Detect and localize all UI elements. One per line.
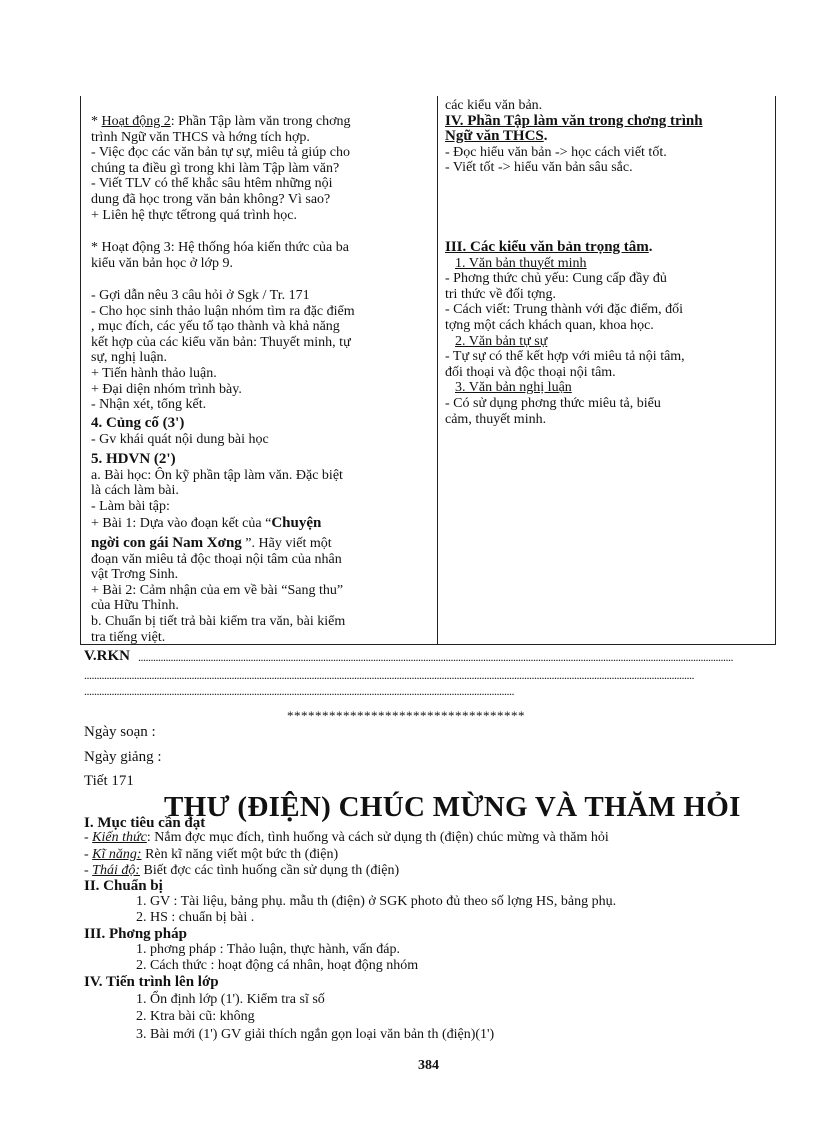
subsection-3-heading: 3. Văn bản nghị luận [455, 380, 572, 396]
text-line: b. Chuẩn bị tiết trả bài kiểm tra văn, bài kiểm [91, 613, 346, 629]
left-column-discussion [91, 288, 355, 413]
text-line: - Cho học sinh thảo luận nhóm tìm ra đặc điểm [91, 303, 355, 319]
text-line: tri thức về đối tợng. [445, 286, 557, 302]
text-line: đoạn văn miêu tả độc thoại nội tâm của nhân [91, 551, 342, 567]
text-line: sự, nghị luận. [91, 350, 168, 366]
story-title: Chuyện [271, 515, 322, 532]
section-procedure: IV. Tiến trình lên lớp [84, 974, 219, 990]
text: Biết đợc các tình huống cần sử dụng th (điện) [140, 863, 400, 878]
text-line: , mục đích, các yếu tố tạo thành và khả năng [91, 319, 340, 335]
procedure-1: 1. Ổn định lớp (1'). Kiểm tra sĩ số [136, 992, 325, 1007]
cung-co-heading: 4. Củng cố (3') [91, 415, 185, 431]
text-line: + Bài 2: Cảm nhận của em về bài “Sang thu” [91, 582, 344, 598]
star-separator: ********************************** [287, 708, 525, 723]
text-line: tra tiếng việt. [91, 629, 166, 645]
text-line: tợng một cách khách quan, khoa học. [445, 317, 654, 333]
ngay-soan: Ngày soạn : [84, 724, 156, 740]
rkn-dotted-line: .............................................................................................................................................................................................................................................. [138, 650, 733, 664]
section-preparation: II. Chuẩn bị [84, 878, 163, 894]
text: Rèn kĩ năng viết một bức th (điện) [141, 847, 339, 862]
objective-knowledge: - Kiến thức: Nắm đợc mục đích, tình huống và cách sử dụng th (điện) chúc mừng và thăm hỏi [84, 830, 609, 845]
rkn-label: V.RKN [84, 648, 130, 664]
text-line: là cách làm bài. [91, 483, 179, 499]
section-iv-heading: IV. Phần Tập làm văn trong chơng trình [445, 112, 703, 129]
hdvn-section [91, 452, 345, 645]
text-line: - Đọc hiểu văn bản -> học cách viết tốt. [445, 144, 667, 160]
section-methods: III. Phơng pháp [84, 926, 187, 942]
right-column-part-iv: các kiểu văn bản. IV. Phần Tập làm văn trong chơng trình Ngữ văn THCS. - Đọc hiểu văn bản -> học cách viết tốt. - Viết tốt -> hiểu văn bản sâu sắc. [445, 98, 703, 176]
text-line: dung đã học trong văn bản không? Vì sao? [91, 191, 331, 207]
text-line: của Hữu Thỉnh. [91, 598, 179, 614]
story-title: ngời con gái Nam Xơng [91, 534, 242, 551]
text-line: - Việc đọc các văn bản tự sự, miêu tả giúp cho [91, 145, 350, 161]
text-line: kiểu văn bản học ở lớp 9. [91, 255, 233, 271]
objective-skills: - Kĩ năng: Rèn kĩ năng viết một bức th (điện) [84, 847, 339, 862]
text-line: vật Trơng Sinh. [91, 567, 179, 583]
text-line: cảm, thuyết minh. [445, 411, 547, 427]
text-line: - Tự sự có thể kết hợp với miêu tả nội tâm, [445, 349, 685, 365]
exercise-1-line [91, 516, 345, 532]
text-line: - Viết tốt -> hiểu văn bản sâu sắc. [445, 160, 633, 176]
method-1: 1. phơng pháp : Thảo luận, thực hành, vấn đáp. [136, 942, 400, 957]
text-line: kết hợp của các kiểu văn bản: Thuyết minh, tự [91, 334, 351, 350]
text-line: đối thoại và độc thoại nội tâm. [445, 364, 616, 380]
lesson-title: THƯ (ĐIỆN) CHÚC MỪNG VÀ THĂM HỎI [164, 791, 741, 823]
text-line: chúng ta điều gì trong khi làm Tập làm văn? [91, 160, 340, 176]
tiet-number: Tiết 171 [84, 773, 134, 789]
text-line: + Tiến hành thảo luận. [91, 365, 217, 381]
activity-2-heading: * Hoạt động 2: Phần Tập làm văn trong chơng [91, 114, 351, 129]
text-line: - Làm bài tập: [91, 498, 170, 514]
method-2: 2. Cách thức : hoạt động cá nhân, hoạt động nhóm [136, 958, 419, 973]
left-column-activity-3 [91, 240, 349, 271]
preparation-teacher: 1. GV : Tài liệu, bảng phụ. mẫu th (điện) ở SGK photo đủ theo số lợng HS, bảng phụ. [136, 894, 617, 909]
text-line: các kiểu văn bản. [445, 98, 543, 113]
text-line: - Phơng thức chủ yếu: Cung cấp đầy đủ [445, 271, 667, 287]
text-line: + Liên hệ thực tếtrong quá trình học. [91, 207, 297, 223]
procedure-2: 2. Ktra bài cũ: không [136, 1009, 255, 1024]
text-fragment: + Bài 1: Dựa vào đoạn kết của “ [91, 516, 272, 532]
text-line: - Nhận xét, tổng kết. [91, 397, 207, 413]
text-line: - Có sử dụng phơng thức miêu tả, biểu [445, 395, 661, 411]
hdvn-heading: 5. HDVN (2') [91, 451, 176, 467]
ngay-giang: Ngày giảng : [84, 749, 162, 765]
text-line: - Cách viết: Trung thành với đặc điểm, đối [445, 302, 683, 318]
label: Kĩ năng: [92, 847, 142, 862]
activity-2-label: Hoạt động 2 [101, 114, 171, 129]
text-line: trình Ngữ văn THCS và hớng tích hợp. [91, 129, 310, 145]
procedure-3: 3. Bài mới (1') GV giải thích ngắn gọn loại văn bản th (điện)(1') [136, 1027, 495, 1042]
activity-2-heading-rest: : Phần Tập làm văn trong chơng [170, 114, 351, 129]
rkn-dotted-line: ............................................................................................................................................................................ [84, 684, 514, 698]
page-number: 384 [418, 1058, 439, 1073]
table-column-divider [437, 96, 438, 644]
rkn-dotted-line: .................................................................................................................................................................................................................................................... [84, 668, 694, 682]
objective-attitude: - Thái độ: Biết đợc các tình huống cần sử dụng th (điện) [84, 863, 400, 878]
label: Thái độ: [92, 863, 141, 878]
label: Kiến thức [92, 830, 147, 845]
section-iii-heading: III. Các kiểu văn bản trọng tâm [445, 239, 649, 255]
text-fragment: ”. Hãy viết một [241, 535, 332, 551]
text-line: - Gợi dẫn nêu 3 câu hỏi ở Sgk / Tr. 171 [91, 288, 310, 303]
exercise-1-line-2 [91, 536, 345, 552]
text-line: + Đại diện nhóm trình bày. [91, 381, 242, 397]
section-objectives: I. Mục tiêu cần đạt [84, 815, 206, 831]
left-column-activity-2 [91, 114, 351, 223]
text-line: - Viết TLV có thể khắc sâu htêm những nội [91, 176, 333, 192]
right-column-part-iii: III. Các kiểu văn bản trọng tâm. 1. Văn bản thuyết minh - Phơng thức chủ yếu: Cung cấp đầy đủ tri thức về đối tợng. - Cách viết: Trung thành với đặc điểm, đối tợng một cách khách quan, khoa học. 2. Văn bản tự sự - Tự sự có thể kết hợp với miêu tả nội tâm, đối thoại và độc thoại nội tâm. 3. Văn bản nghị luận - Có sử dụng phơng thức miêu tả, biểu cảm, thuyết minh. [445, 239, 685, 427]
subsection-1-heading: 1. Văn bản thuyết minh [455, 255, 587, 271]
subsection-2-heading: 2. Văn bản tự sự [455, 333, 548, 349]
activity-3-heading: * Hoạt động 3: Hệ thống hóa kiến thức của ba [91, 240, 349, 255]
text: : Nắm đợc mục đích, tình huống và cách sử dụng th (điện) chúc mừng và thăm hỏi [146, 830, 609, 845]
section-iv-heading-cont: Ngữ văn THCS [445, 128, 544, 145]
preparation-students: 2. HS : chuẩn bị bài . [136, 910, 255, 925]
text-line: - Gv khái quát nội dung bài học [91, 431, 269, 447]
cung-co-section [91, 416, 269, 447]
text-line: a. Bài học: Ôn kỹ phần tập làm văn. Đặc biệt [91, 467, 343, 483]
